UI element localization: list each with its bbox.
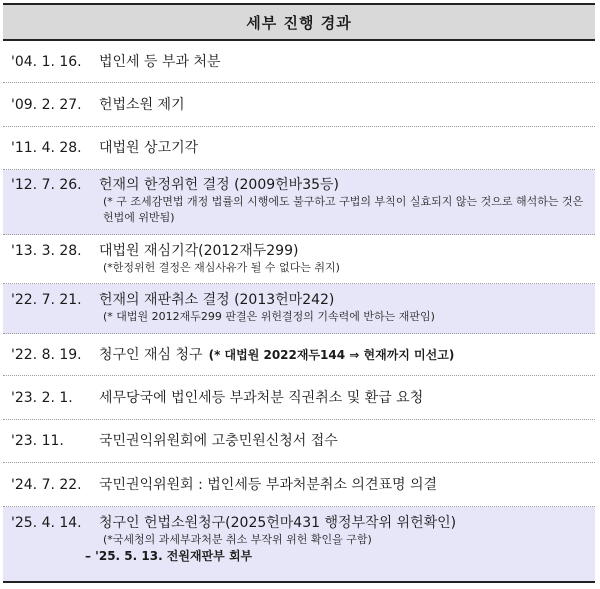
- row-text: [99, 346, 595, 364]
- row-note: (*국세청의 과세부과처분 취소 부작위 위헌 확인을 구함): [103, 533, 372, 546]
- row-date: '13. 3. 28.: [11, 243, 82, 259]
- row-text: 세무당국에 법인세등 부과처분 직권취소 및 환급 요청: [99, 390, 424, 406]
- row-text: 헌재의 한정위헌 결정 (2009헌바35등): [99, 177, 340, 193]
- row-date: '12. 7. 26.: [11, 177, 82, 193]
- table-title: 세부 진행 경과: [3, 5, 595, 41]
- row-date: '04. 1. 16.: [11, 54, 82, 70]
- row-text: 청구인 헌법소원청구(2025헌마431 행정부작위 위헌확인): [99, 515, 457, 531]
- row-date: '23. 2. 1.: [11, 390, 73, 406]
- row-sub-entry: – '25. 5. 13. 전원재판부 회부: [85, 549, 253, 563]
- row-text: 대법원 상고기각: [99, 140, 199, 156]
- row-text: 국민권익위원회 : 법인세등 부과처분취소 의견표명 의결: [99, 477, 438, 493]
- row-bold-note: (* 대법원 2022재두144 ⇒ 현재까지 미선고): [208, 348, 455, 362]
- row-date: '09. 2. 27.: [11, 97, 82, 113]
- row-date: '23. 11.: [11, 433, 64, 449]
- progress-table: [3, 3, 595, 583]
- table-row: [3, 235, 595, 284]
- row-date: '24. 7. 22.: [11, 477, 82, 493]
- row-text: 법인세 등 부과 처분: [99, 54, 221, 70]
- table-row: [3, 463, 595, 507]
- table-row: [3, 41, 595, 83]
- table-row: [3, 507, 595, 581]
- table-row: [3, 376, 595, 420]
- table-row: [3, 334, 595, 376]
- table-row: [3, 127, 595, 170]
- row-note: (* 구 조세감면법 개정 법률의 시행에도 불구하고 구법의 부칙이 실효되지 않는 것으로 해석하는 것은 헌법에 위반됨): [103, 195, 584, 224]
- table-row: [3, 284, 595, 334]
- row-text: 헌재의 재판취소 결정 (2013헌마242): [99, 292, 335, 308]
- row-note: (* 대법원 2012재두299 판결은 위헌결정의 기속력에 반하는 재판임): [103, 310, 435, 323]
- table-row: [3, 170, 595, 235]
- row-text: 국민권익위원회에 고충민원신청서 접수: [99, 433, 338, 449]
- row-date: '22. 7. 21.: [11, 292, 82, 308]
- row-text: 대법원 재심기각(2012재두299): [99, 243, 299, 259]
- row-text: 헌법소원 제기: [99, 97, 185, 113]
- row-date: '22. 8. 19.: [11, 347, 82, 363]
- row-note: (*한정위헌 결정은 재심사유가 될 수 없다는 취지): [103, 261, 340, 274]
- row-date: '11. 4. 28.: [11, 140, 82, 156]
- table-row: [3, 420, 595, 463]
- row-text-main: 청구인 재심 청구: [99, 347, 203, 363]
- table-row: [3, 83, 595, 127]
- row-date: '25. 4. 14.: [11, 515, 82, 531]
